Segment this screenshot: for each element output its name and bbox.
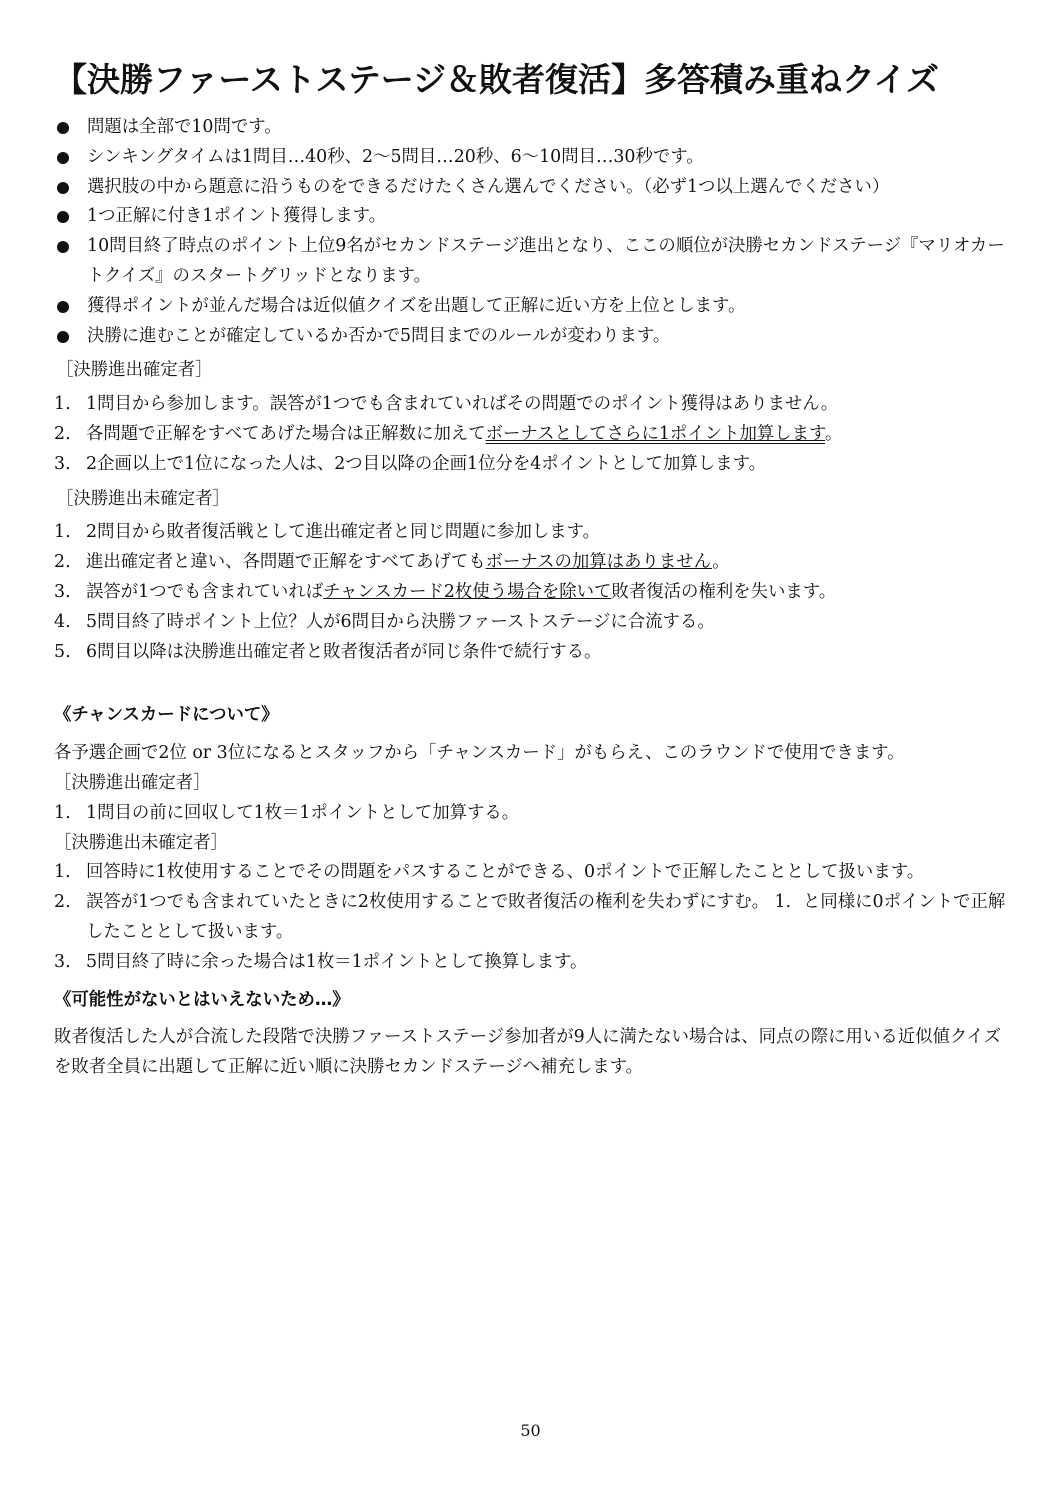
content [54,113,1014,1083]
list-item: 1. 2問目から敗者復活戦として進出確定者と同じ問題に参加します。 [54,522,601,543]
list-item: 1. 回答時に1枚使用することでその問題をパスすることができる、0ポイントで正解したこととして扱います。 [54,862,925,883]
bullet-item: シンキングタイムは1問目…40秒、2～5問目…20秒、6～10問目…30秒です。 [54,143,1014,173]
bullet-dot-icon [57,211,69,223]
list-item: 1. 1問目の前に回収して1枚＝1ポイントとして加算する。 [54,802,520,823]
chance-confirmed-list [54,799,1014,829]
list-item: 2. 各問題で正解をすべてあげた場合は正解数に加えてボーナスとしてさらに1ポイント加算します。 [54,423,843,444]
list-item: 3. 2企画以上で1位になった人は、2つ目以降の企画1位分を4ポイントとして加算します。 [54,453,766,474]
bullet-dot-icon [57,331,69,343]
bullet-item: 1つ正解に付き1ポイント獲得します。 [54,202,1014,232]
bullet-dot-icon [57,122,69,134]
bullet-dot-icon [57,152,69,164]
list-item: 4. 5問目終了時ポイント上位？人が6問目から決勝ファーストステージに合流する。 [54,611,715,632]
chance-confirmed-label: ［決勝進出確定者］ [54,772,211,793]
confirmed-label: ［決勝進出確定者］ [56,360,213,381]
list-item: 2. 誤答が1つでも含まれていたときに2枚使用することで敗者復活の権利を失わずにすむ。 1．と同様に0ポイントで正解したこととして扱います。 [54,892,1006,942]
list-item: 3. 誤答が1つでも含まれていればチャンスカード2枚使う場合を除いて敗者復活の権利を失います。 [54,581,837,602]
bullet-dot-icon [57,241,69,253]
bullet-dot-icon [57,301,69,313]
chance-card-heading: 《チャンスカードについて》 [54,705,279,726]
list-item: 5. 6問目以降は決勝進出確定者と敗者復活者が同じ条件で続行する。 [54,641,602,662]
bullet-item: 選択肢の中から題意に沿うものをできるだけたくさん選んでください。（必ず1つ以上選んでください） [54,173,1014,203]
possibility-heading: 《可能性がないとはいえないため…》 [54,989,350,1010]
chance-card-intro: 各予選企画で2位 or 3位になるとスタッフから「チャンスカード」がもらえ、このラウンドで使用できます。 [54,743,905,764]
rules-bullet-list [54,113,1014,351]
bullet-item: 問題は全部で10問です。 [54,113,1014,143]
underlined-no-bonus-text: ボーナスの加算はありません [485,552,713,573]
list-item: 1. 1問目から参加します。誤答が1つでも含まれていればその問題でのポイント獲得はありません。 [54,394,839,415]
bullet-item: 獲得ポイントが並んだ場合は近似値クイズを出題して正解に近い方を上位とします。 [54,292,1014,322]
list-item: 3. 5問目終了時に余った場合は1枚＝1ポイントとして換算します。 [54,951,588,972]
bullet-item: 10問目終了時点のポイント上位9名がセカンドステージ進出となり、ここの順位が決勝セカンドステージ『マリオカートクイズ』のスタートグリッドとなります。 [54,232,1014,292]
list-item: 2. 進出確定者と違い、各問題で正解をすべてあげてもボーナスの加算はありません。 [54,552,730,573]
page-number: 50 [520,1421,541,1440]
bullet-item: 決勝に進むことが確定しているか否かで5問目までのルールが変わります。 [54,322,1014,352]
unconfirmed-label: ［決勝進出未確定者］ [56,488,230,509]
underlined-chance-card-text: チャンスカード2枚使う場合を除いて [323,581,612,602]
confirmed-rules-list [54,390,1014,479]
possibility-text: 敗者復活した人が合流した段階で決勝ファーストステージ参加者が9人に満たない場合は、同点の際に用いる近似値クイズを敗者全員に出題して正解に近い順に決勝セカンドステージへ補充します。 [54,1027,1002,1078]
page-title: 【決勝ファーストステージ＆敗者復活】多答積み重ねクイズ [54,60,940,99]
chance-unconfirmed-label: ［決勝進出未確定者］ [54,832,228,853]
underlined-bonus-text: ボーナスとしてさらに1ポイント加算します [485,423,826,444]
bullet-dot-icon [57,182,69,194]
chance-unconfirmed-list [54,858,1014,977]
unconfirmed-rules-list [54,518,1014,667]
